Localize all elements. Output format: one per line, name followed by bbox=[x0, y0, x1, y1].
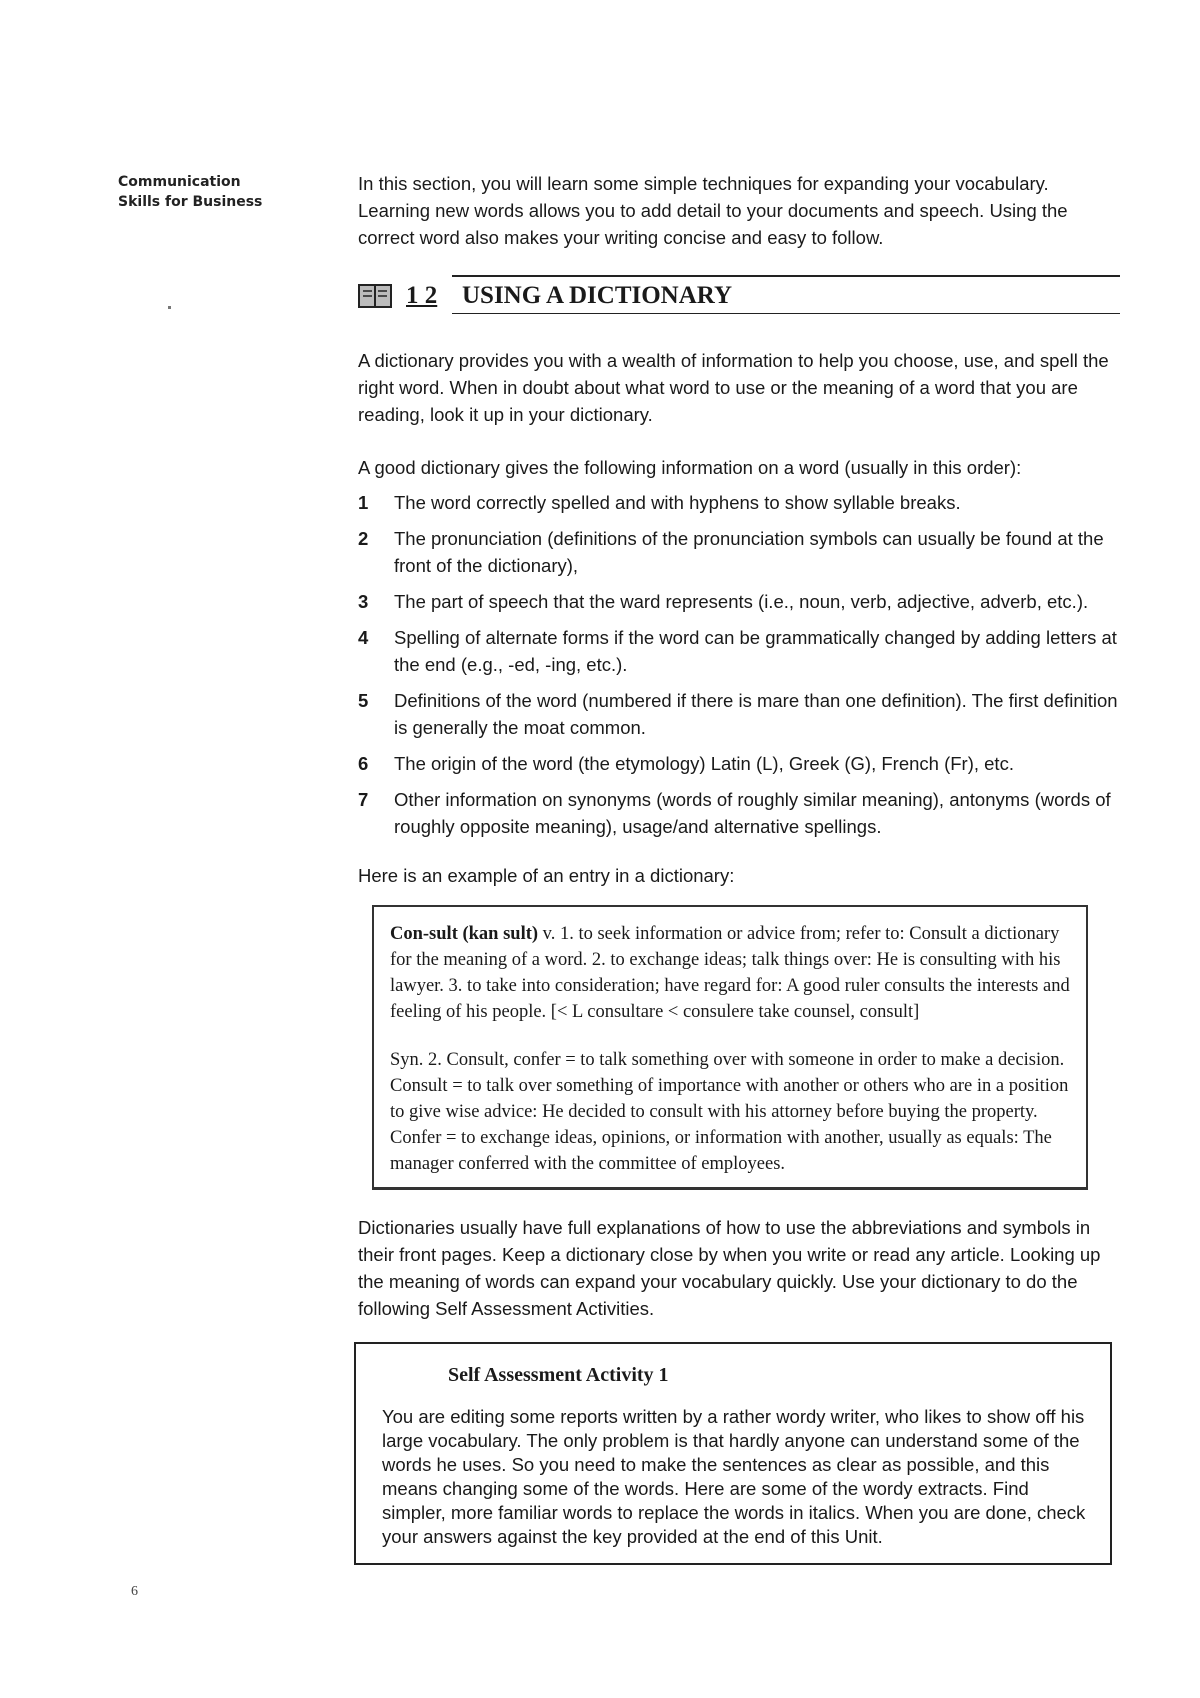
dictionary-synonyms: Syn. 2. Consult, confer = to talk something over with someone in order to make a decision. Consult = to talk over something of importance with another or others who are in a position to give wise advice: He decided to consult with his attorney before buying the property. Confer = to exchange ideas, opinions, or information with another, usually as equals: The manager conferred with the committee of employees. bbox=[390, 1050, 1069, 1174]
intro-paragraph: In this section, you will learn some simple techniques for expanding your vocabulary. Learning new words allows you to add detail to your documents and speech. Using the correct word also makes your writing concise and easy to follow. bbox=[358, 173, 1068, 248]
running-title-line1: Communication bbox=[118, 174, 241, 190]
dictionary-paragraph: A dictionary provides you with a wealth of information to help you choose, use, and spell the right word. When in doubt about what word to use or the meaning of a word that you are reading, look it up in your dictionary. bbox=[358, 350, 1109, 425]
list-item: 7 Other information on synonyms (words of roughly similar meaning), antonyms (words of roughly opposite meaning), usage/and alternative spellings. bbox=[358, 789, 1111, 837]
self-assessment-box bbox=[354, 1342, 1112, 1565]
activity-body: You are editing some reports written by a rather wordy writer, who likes to show off his large vocabulary. The only problem is that hardly anyone can understand some of the words he uses. So you need to make the sentences as clear as possible, and this means changing some of the words. Here are some of the wordy extracts. Find simpler, more familiar words to replace the words in italics. When you are done, check your answers against the key provided at the end of this Unit. bbox=[382, 1406, 1086, 1547]
list-item: 2 The pronunciation (definitions of the pronunciation symbols can usually be found at the front of the dictionary), bbox=[358, 528, 1104, 576]
section-number: 1 2 bbox=[406, 282, 438, 309]
list-item: 5 Definitions of the word (numbered if there is mare than one definition). The first definition is generally the moat common. bbox=[358, 690, 1118, 738]
list-item: 4 Spelling of alternate forms if the word can be grammatically changed by adding letters at the end (e.g., -ed, -ing, etc.). bbox=[358, 627, 1117, 675]
list-item: 6 The origin of the word (the etymology) Latin (L), Greek (G), French (Fr), etc. bbox=[358, 753, 1014, 774]
list-lead: A good dictionary gives the following information on a word (usually in this order): bbox=[358, 457, 1022, 478]
dictionary-definition bbox=[390, 921, 1070, 1025]
activity-title: Self Assessment Activity 1 bbox=[448, 1364, 669, 1386]
dictionary-headword: Con-sult (kan sult) bbox=[390, 924, 539, 944]
heading-rule-bottom bbox=[452, 313, 1120, 314]
main-content bbox=[358, 170, 1120, 1565]
list-item: 1 The word correctly spelled and with hyphens to show syllable breaks. bbox=[358, 492, 961, 513]
dictionary-entry-box bbox=[372, 905, 1088, 1190]
section-title: USING A DICTIONARY bbox=[462, 282, 733, 309]
running-title bbox=[118, 172, 262, 212]
example-lead: Here is an example of an entry in a dictionary: bbox=[358, 865, 735, 886]
info-list bbox=[358, 489, 1120, 840]
running-title-line2: Skills for Business bbox=[118, 194, 263, 210]
margin-mark bbox=[168, 306, 171, 309]
definition-text: v. 1. to seek information or advice from; refer to: Consult a dictionary for the meaning of a word. 2. to exchange ideas; talk things over: He is consulting with his lawyer. 3. to take into consideration; have regard for: A good ruler consults the interests and feeling of his people. [< L consultare < consulere take counsel, consult] bbox=[390, 924, 1070, 1022]
list-item: 3 The part of speech that the ward represents (i.e., noun, verb, adjective, adverb, etc.). bbox=[358, 591, 1089, 612]
heading-rule-top bbox=[452, 275, 1120, 277]
closing-paragraph: Dictionaries usually have full explanations of how to use the abbreviations and symbols in their front pages. Keep a dictionary close by when you write or read any article. Looking up the meaning of words can expand your vocabulary quickly. Use your dictionary to do the following Self Assessment Activities. bbox=[358, 1217, 1101, 1319]
section-heading bbox=[358, 273, 1120, 317]
page-number: 6 bbox=[131, 1584, 138, 1599]
book-icon bbox=[358, 283, 392, 309]
